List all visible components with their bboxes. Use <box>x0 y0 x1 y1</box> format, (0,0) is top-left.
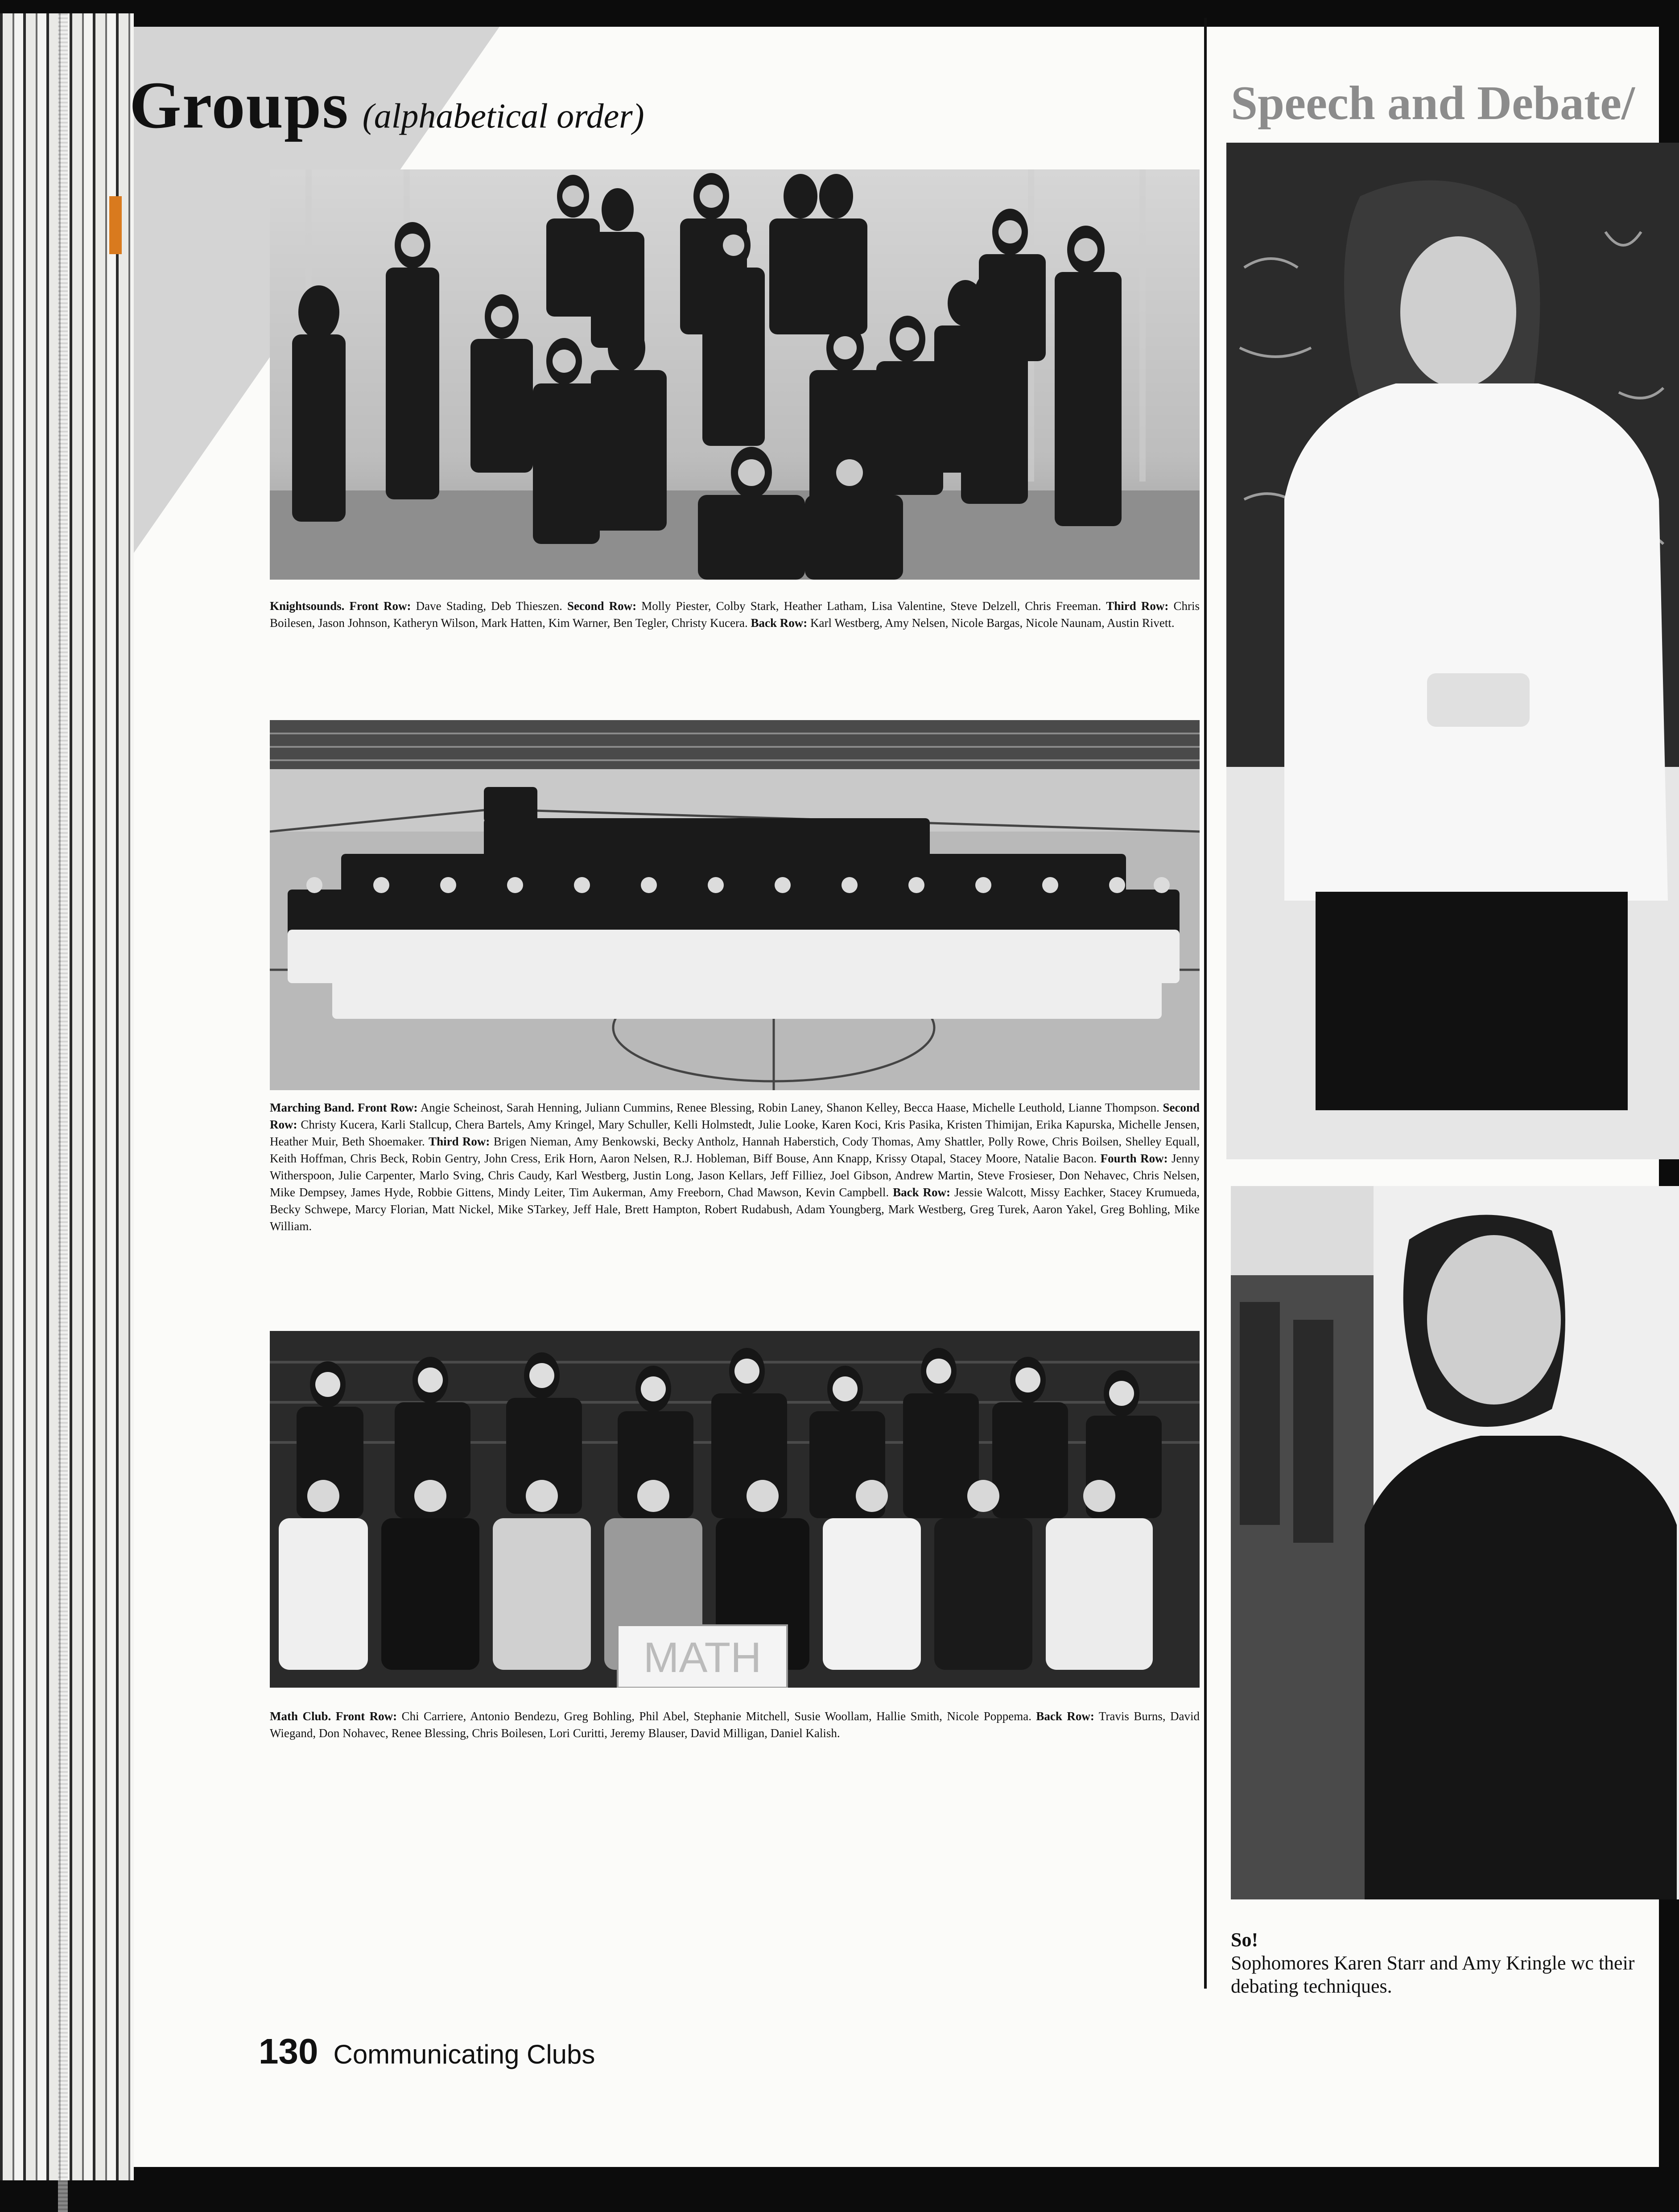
knightsounds-caption <box>270 597 1200 631</box>
page-footer <box>259 2031 595 2072</box>
caption-names: Angie Scheinost, Sarah Henning, Juliann Cummins, Renee Blessing, Robin Laney, Shanon Kelley, Becca Haase, Michelle Leuthold, Lianne Thompson. <box>420 1101 1159 1114</box>
caption-row-label: Back Row: <box>1036 1709 1094 1723</box>
caption-names: Chris Boilesen, Jason Johnson, Katheryn Wilson, Mark Hatten, Kim Warner, Ben Tegler, Christy Kucera. <box>270 599 1200 630</box>
caption-group-name: Knightsounds. <box>270 599 345 613</box>
caption-body: Sophomores Karen Starr and Amy Kringle wc their debating techniques. <box>1231 1952 1635 1997</box>
bottom-border <box>134 2167 1679 2199</box>
caption-names: Dave Stading, Deb Thieszen. <box>416 599 562 613</box>
section-name: Communicating Clubs <box>333 2039 595 2069</box>
title-text: Groups <box>129 68 349 142</box>
speech-debate-title: Speech and Debate/ <box>1231 77 1635 130</box>
caption-row-label: Third Row: <box>429 1135 490 1148</box>
caption-names: Jenny Witherspoon, Julie Carpenter, Marlo Sving, Chris Caudy, Karl Westberg, Justin Long, Jason Kellars, Jeff Filliez, Joel Gibson, Andrew Martin, Steve Frosieser, Don Nehavec, Chris Nelsen, Mike Dempsey, James Hyde, Robbie Gittens, Mindy Leiter, Tim Aukerman, Amy Freeborn, Chad Mawson, Kevin Campbell. <box>270 1152 1200 1199</box>
caption-row-label: Fourth Row: <box>1100 1152 1168 1165</box>
caption-group-name: Math Club. <box>270 1709 331 1723</box>
page-stack-strip <box>58 13 68 2212</box>
page-stack-edge <box>0 13 134 2180</box>
caption-names: Chi Carriere, Antonio Bendezu, Greg Bohling, Phil Abel, Stephanie Mitchell, Susie Woollam, Hallie Smith, Nicole Poppema. <box>401 1709 1031 1723</box>
debater-hallway-photo <box>1231 1186 1679 1899</box>
top-border <box>134 0 1679 27</box>
math-sign-text: MATH <box>643 1634 762 1681</box>
caption-names: Karl Westberg, Amy Nelsen, Nicole Bargas, Nicole Naunam, Austin Rivett. <box>810 616 1175 630</box>
caption-head: So! <box>1231 1929 1258 1951</box>
caption-names: Molly Piester, Colby Stark, Heather Latham, Lisa Valentine, Steve Delzell, Chris Freeman. <box>641 599 1101 613</box>
caption-row-label: Back Row: <box>751 616 808 630</box>
caption-row-label: Second Row: <box>270 1101 1200 1131</box>
caption-row-label: Front Row: <box>358 1101 418 1114</box>
orange-index-tab <box>109 196 122 254</box>
page-title <box>129 67 644 144</box>
caption-row-label: Third Row: <box>1106 599 1169 613</box>
caption-group-name: Marching Band. <box>270 1101 355 1114</box>
knightsounds-photo <box>270 169 1200 580</box>
caption-row-label: Front Row: <box>349 599 411 613</box>
caption-names: Brigen Nieman, Amy Benkowski, Becky Antholz, Hannah Haberstich, Cody Thomas, Amy Shattler, Polly Rowe, Chris Boilsen, Shelley Equall, Keith Hoffman, Chris Beck, Robin Gentry, John Cress, Erik Horn, Aaron Nelsen, R.J. Hobleman, Biff Bouse, Ann Knapp, Krissy Otapal, Stacey Moore, Natalie Bacon. <box>270 1135 1200 1165</box>
column-divider <box>1204 18 1207 1989</box>
math-club-photo <box>270 1331 1200 1688</box>
caption-names: Jessie Walcott, Missy Eachker, Stacey Krumueda, Becky Schwepe, Marcy Florian, Matt Nickel, Mike STarkey, Jeff Hale, Brett Hampton, Robert Rudabush, Adam Youngberg, Mark Westberg, Greg Turek, Aaron Yakel, Greg Bohling, Mike William. <box>270 1186 1200 1233</box>
page-number: 130 <box>259 2031 318 2071</box>
debater-chalkboard-photo <box>1226 143 1679 1159</box>
caption-row-label: Second Row: <box>567 599 637 613</box>
marching-band-caption <box>270 1099 1200 1235</box>
caption-row-label: Back Row: <box>893 1186 951 1199</box>
caption-names: Travis Burns, David Wiegand, Don Nohavec, Renee Blessing, Chris Boilesen, Lori Curitti, Jeremy Blauser, David Milligan, Daniel Kalish. <box>270 1709 1200 1740</box>
title-subtitle: (alphabetical order) <box>362 96 644 135</box>
marching-band-photo <box>270 720 1200 1090</box>
speech-photo-caption <box>1231 1928 1677 1998</box>
caption-row-label: Front Row: <box>335 1709 397 1723</box>
math-club-caption <box>270 1708 1200 1742</box>
caption-names: Christy Kucera, Karli Stallcup, Chera Bartels, Amy Kringel, Mary Schuller, Kelli Holmstedt, Julie Looke, Karen Koci, Kris Pasika, Kristen Thimijan, Erika Kapurska, Michelle Jensen, Heather Muir, Beth Shoemaker. <box>270 1118 1200 1148</box>
